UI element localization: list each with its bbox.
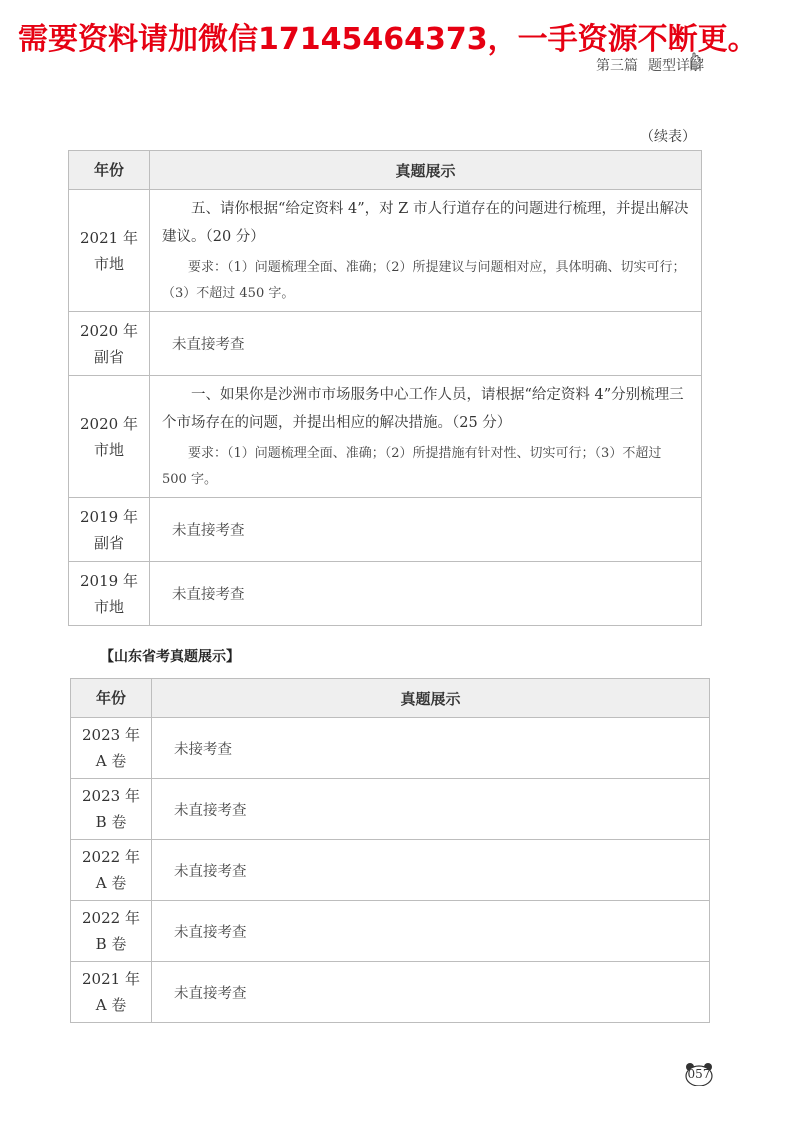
table-row [69, 498, 702, 562]
table-header-row [71, 679, 710, 718]
tier-label: B 卷 [95, 935, 127, 953]
year-label: 2022 年 [82, 848, 140, 866]
question-cell: 未直接考查 [150, 312, 702, 376]
question-cell: 未直接考查 [152, 901, 710, 962]
year-label: 2023 年 [82, 787, 140, 805]
table-header-row [69, 151, 702, 190]
table-row [69, 562, 702, 626]
question-cell: 未接考查 [152, 718, 710, 779]
question-cell: 未直接考查 [152, 779, 710, 840]
page-number [684, 1062, 714, 1086]
question-cell: 未直接考查 [152, 962, 710, 1023]
table-row [69, 190, 702, 312]
question-cell [150, 376, 702, 498]
year-cell [69, 376, 150, 498]
question-requirement: 要求：（1）问题梳理全面、准确；（2）所提建议与问题相对应，具体明确、切实可行；（3）不超过 450 字。 [162, 259, 686, 301]
question-cell: 未直接考查 [150, 562, 702, 626]
question-text: 五、请你根据“给定资料 4”，对 Z 市人行道存在的问题进行梳理，并提出解决建议。（20 分） [162, 200, 689, 245]
table-row [69, 376, 702, 498]
year-cell [69, 562, 150, 626]
year-label: 2021 年 [80, 228, 138, 247]
year-label: 2020 年 [80, 321, 138, 340]
header-question: 真题展示 [152, 679, 710, 718]
tier-label: 副省 [93, 347, 124, 366]
question-cell: 未直接考查 [150, 498, 702, 562]
hand-ornament-icon [688, 52, 702, 70]
tier-label: 市地 [93, 254, 124, 273]
year-cell [71, 901, 152, 962]
year-label: 2022 年 [82, 909, 140, 927]
tier-label: 副省 [93, 533, 124, 552]
question-requirement: 要求：（1）问题梳理全面、准确；（2）所提措施有针对性、切实可行；（3）不超过 500 字。 [162, 445, 662, 487]
header-year: 年份 [71, 679, 152, 718]
tier-label: A 卷 [95, 996, 127, 1014]
exam-questions-table [68, 150, 702, 626]
table-row [69, 312, 702, 376]
tier-label: A 卷 [95, 752, 127, 770]
year-cell [71, 718, 152, 779]
year-cell [69, 498, 150, 562]
tier-label: 市地 [93, 597, 124, 616]
year-cell [69, 312, 150, 376]
question-text: 一、如果你是沙洲市市场服务中心工作人员，请根据“给定资料 4”分别梳理三个市场存在的问题，并提出相应的解决措施。（25 分） [162, 386, 684, 431]
year-cell [71, 779, 152, 840]
year-cell [69, 190, 150, 312]
header-year: 年份 [69, 151, 150, 190]
continuation-note: （续表） [640, 129, 696, 145]
year-label: 2020 年 [80, 414, 138, 433]
year-cell [71, 962, 152, 1023]
year-cell [71, 840, 152, 901]
tier-label: 市地 [93, 440, 124, 459]
table-row [71, 840, 710, 901]
year-label: 2019 年 [80, 507, 138, 526]
running-head-part: 第三篇 [596, 58, 638, 74]
table-row [71, 779, 710, 840]
question-cell: 未直接考查 [152, 840, 710, 901]
header-question: 真题展示 [150, 151, 702, 190]
table-row [71, 962, 710, 1023]
shandong-exam-table [70, 678, 710, 1023]
question-cell [150, 190, 702, 312]
table-row [71, 901, 710, 962]
year-label: 2021 年 [82, 970, 140, 988]
watermark-text: 需要资料请加微信17145464373，一手资源不断更。 [18, 22, 758, 57]
running-head-chapter: 题型详解 [648, 58, 704, 74]
tier-label: A 卷 [95, 874, 127, 892]
page-number-text: 057 [687, 1067, 711, 1081]
table-row [71, 718, 710, 779]
tier-label: B 卷 [95, 813, 127, 831]
section-title: 【山东省考真题展示】 [100, 649, 240, 665]
year-label: 2019 年 [80, 571, 138, 590]
year-label: 2023 年 [82, 726, 140, 744]
